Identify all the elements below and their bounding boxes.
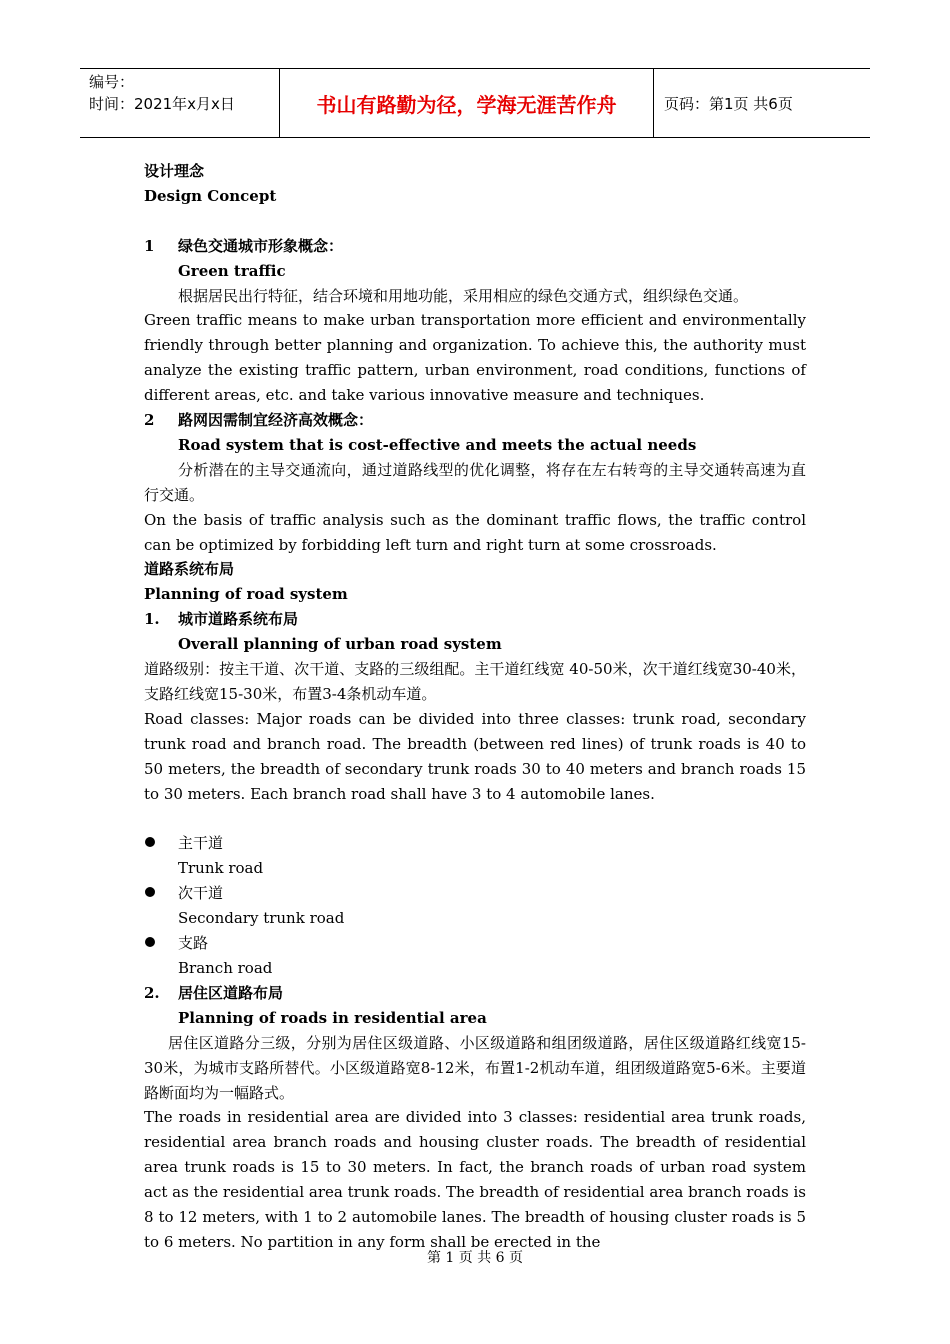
section-1-para-cn: 根据居民出行特征，结合环境和用地功能，采用相应的绿色交通方式，组织绿色交通。 [178,286,749,305]
section-2-heading [144,408,806,433]
bullet-cn: 支路 [178,934,209,953]
planning-2-number: 2. [144,983,160,1002]
header-motto: 书山有路勤为径，学海无涯苦作舟 [280,69,654,137]
header-page-info: 页码：第1页 共6页 [664,94,793,113]
section-1-heading-cn: 绿色交通城市形象概念： [178,236,344,255]
bullet-icon [145,937,155,947]
section-1-heading [144,234,806,259]
document-body [144,159,806,1255]
planning-2-heading [144,981,806,1006]
bullet-cn: 次干道 [178,884,224,903]
bullet-en: Trunk road [178,859,264,878]
planning-title-cn: 道路系统布局 [144,560,235,579]
planning-1-heading-en: Overall planning of urban road system [178,635,502,654]
section-1-heading-en: Green traffic [178,261,286,280]
planning-2-para-cn: 居住区道路分三级，分别为居住区级道路、小区级道路和组团级道路，居住区级道路红线宽15-30米，为城市支路所替代。小区级道路宽8-12米，布置1-2机动车道，组团级道路宽5-6米。主要道路断面均为一幅路式。 [144,1033,806,1102]
title-en: Design Concept [144,186,277,205]
planning-2-para-en: The roads in residential area are divided into 3 classes: residential area trunk roads, residential area branch roads and housing cluster roads. The breadth of residential area trunk roads is 15 to 30 meters. In fact, the branch roads of urban road system act as the residential area trunk roads. The breadth of residential area branch roads is 8 to 12 meters, with 1 to 2 automobile lanes. The breadth of housing cluster roads is 5 to 6 meters. No partition in any form shall be erected in the [144,1108,806,1251]
planning-1-number: 1. [144,610,160,629]
planning-2-heading-en: Planning of roads in residential area [178,1008,487,1027]
header-meta [80,69,280,137]
list-item [144,831,806,856]
planning-1-heading-cn: 城市道路系统布局 [178,610,299,629]
title-cn: 设计理念 [144,162,205,180]
header-number: 编号： [89,73,135,91]
bullet-icon [145,887,155,897]
list-item [144,931,806,956]
bullet-en: Secondary trunk road [178,909,345,928]
planning-2-heading-cn: 居住区道路布局 [178,983,284,1002]
page-footer: 第 1 页 共 6 页 [426,1250,524,1266]
list-item [144,881,806,906]
bullet-cn: 主干道 [178,834,224,853]
bullet-en: Branch road [178,958,273,977]
section-2-para-cn: 分析潜在的主导交通流向，通过道路线型的优化调整，将存在左右转弯的主导交通转高速为直行交通。 [144,460,806,504]
page-header [80,68,870,138]
planning-1-heading [144,607,806,632]
header-date: 时间：2021年x月x日 [89,95,235,113]
planning-1-para-en: Road classes: Major roads can be divided into three classes: trunk road, secondary trunk road and branch road. The breadth (between red lines) of trunk roads is 40 to 50 meters, the breadth of secondary trunk roads 30 to 40 meters and branch roads 15 to 30 meters. Each branch road shall have 3 to 4 automobile lanes. [144,709,806,803]
section-2-heading-cn: 路网因需制宜经济高效概念： [178,411,374,430]
planning-1-para-cn: 道路级别：按主干道、次干道、支路的三级组配。主干道红线宽 40-50米，次干道红线宽30-40米，支路红线宽15-30米，布置3-4条机动车道。 [144,660,806,704]
section-2-heading-en: Road system that is cost-effective and meets the actual needs [178,435,697,454]
section-1-number: 1 [144,236,155,255]
section-1-para-en: Green traffic means to make urban transportation more efficient and environmentally friendly through better planning and organization. To achieve this, the authority must analyze the existing traffic pattern, urban environment, road conditions, functions of different areas, etc. and take various innovative measure and techniques. [144,311,806,405]
bullet-icon [145,837,155,847]
section-2-para-en: On the basis of traffic analysis such as the dominant traffic flows, the traffic control can be optimized by forbidding left turn and right turn at some crossroads. [144,510,806,554]
planning-title-en: Planning of road system [144,585,348,604]
section-2-number: 2 [144,411,155,430]
